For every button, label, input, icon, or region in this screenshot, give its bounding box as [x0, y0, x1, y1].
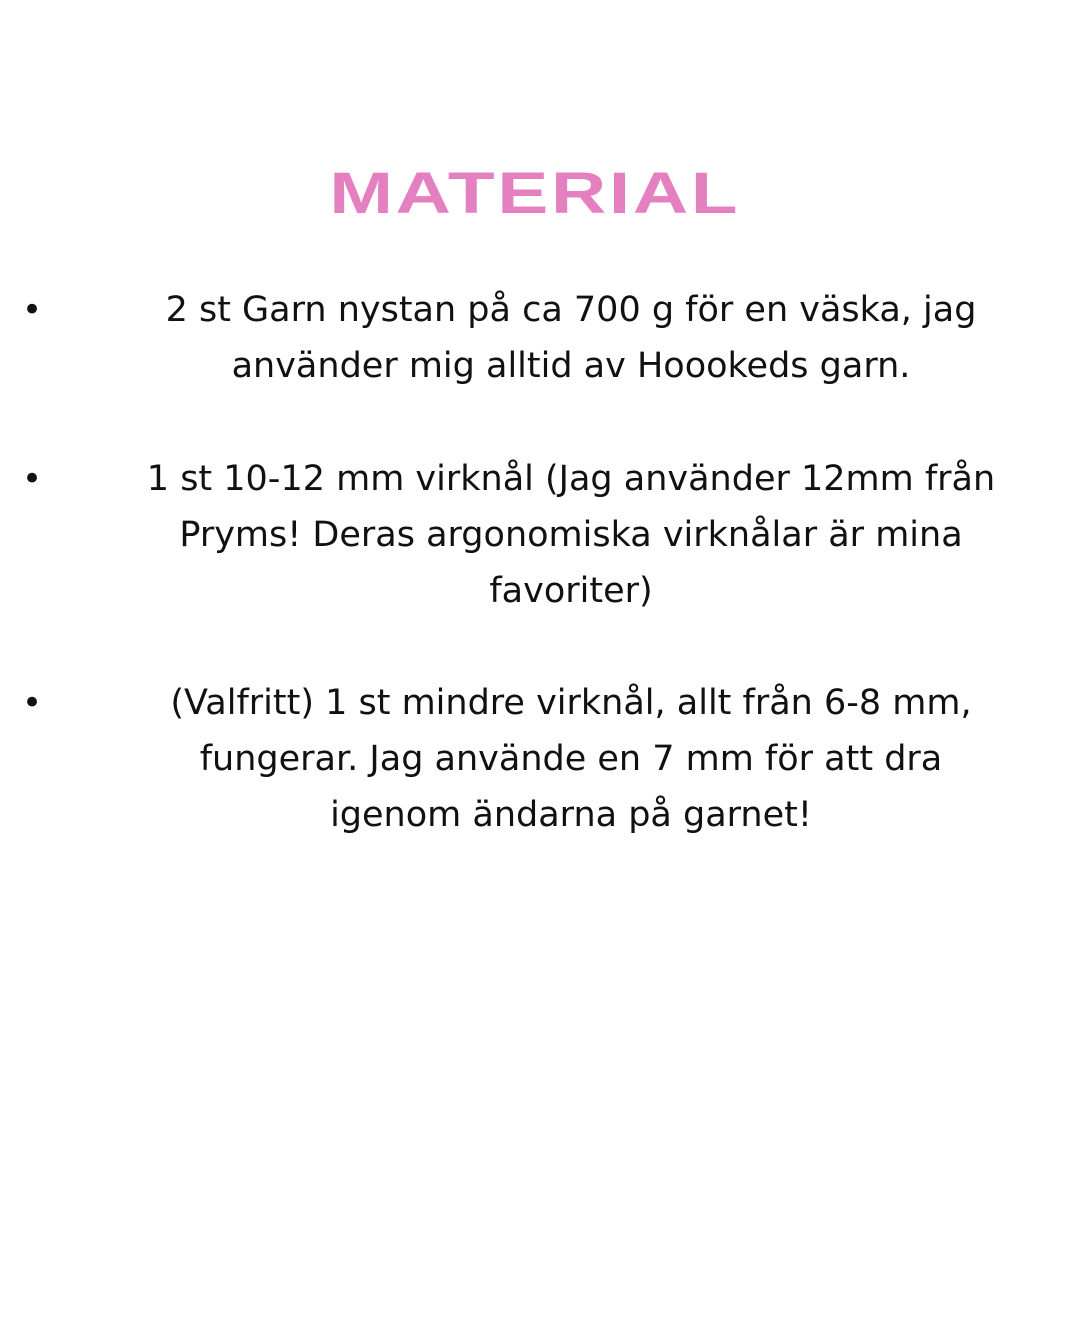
page-title: MATERIAL [329, 161, 741, 226]
list-item-line: favoriter) [489, 571, 653, 611]
list-item-text [96, 451, 1046, 619]
list-item-line: (Valfritt) 1 st mindre virknål, allt från 6-8 mm, [170, 683, 972, 723]
list-item-text [96, 282, 1046, 394]
list-item-text [96, 675, 1046, 843]
bullet-icon: • [22, 459, 43, 499]
list-item-line: fungerar. Jag använde en 7 mm för att dra [199, 739, 943, 779]
list-item-line: 2 st Garn nystan på ca 700 g för en väska, jag [165, 290, 977, 330]
list-item-line: använder mig alltid av Hoookeds garn. [231, 346, 911, 386]
list-item-line: igenom ändarna på garnet! [330, 795, 812, 835]
bullet-icon: • [22, 290, 43, 330]
list-item-line: Pryms! Deras argonomiska virknålar är mina [179, 515, 963, 555]
list-item-line: 1 st 10-12 mm virknål (Jag använder 12mm från [146, 459, 996, 499]
bullet-icon: • [22, 683, 43, 723]
